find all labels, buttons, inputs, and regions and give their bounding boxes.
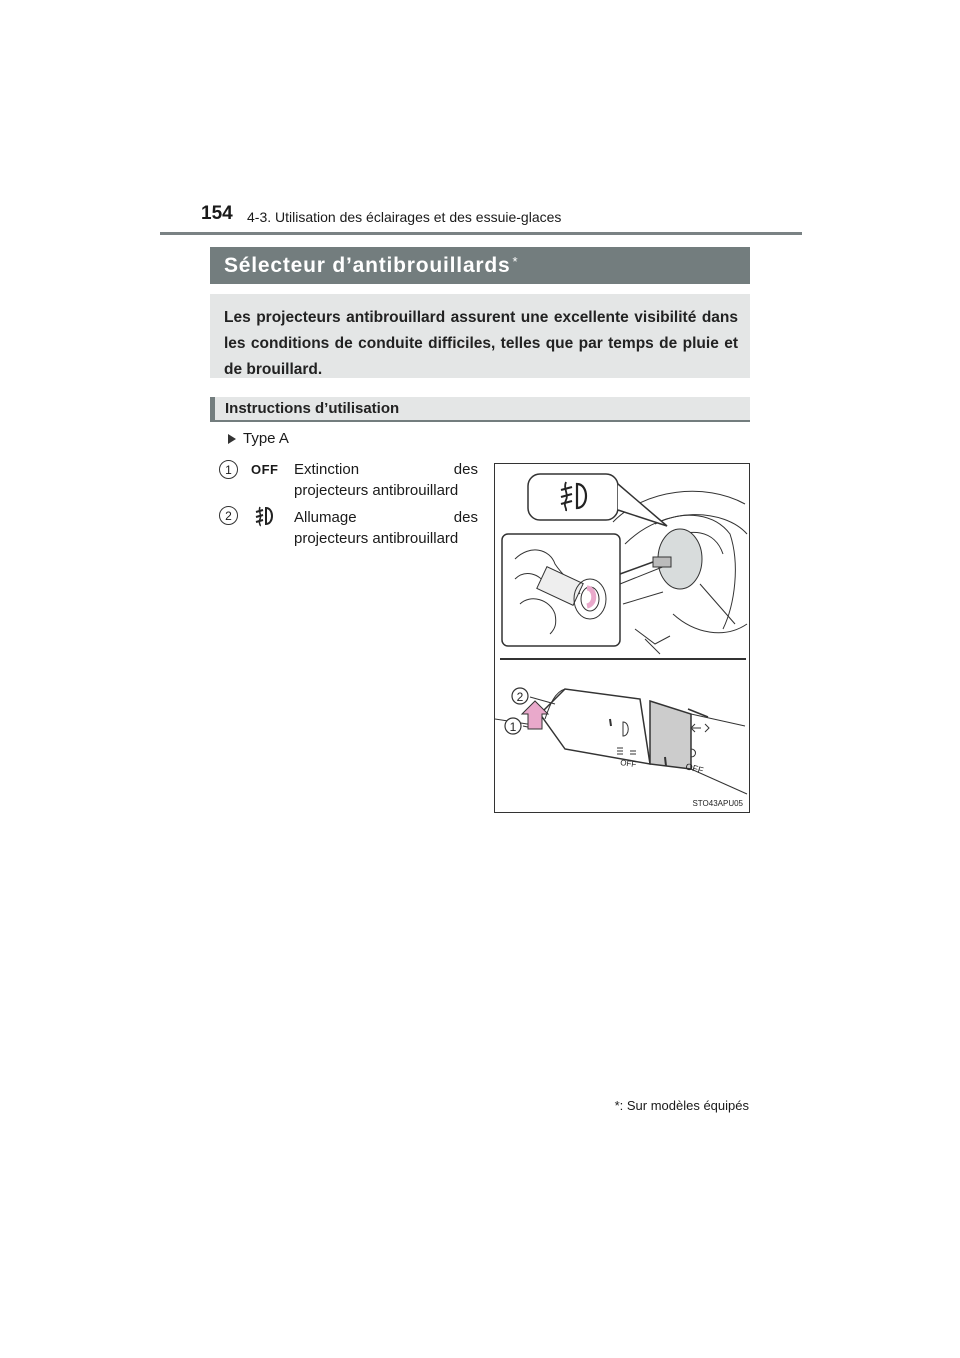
front-fog-light-icon <box>253 505 277 527</box>
chapter-title: 4-3. Utilisation des éclairages et des essuie-glaces <box>247 209 562 225</box>
intro-text: Les projecteurs antibrouillard assurent une excellente visibilité dans les conditions de conduite difficiles, telles que par temps de pluie et de brouillard. <box>210 294 750 378</box>
step-2-description <box>294 507 478 549</box>
sub-heading-text: Instructions d’utilisation <box>225 400 400 417</box>
fog-light-switch-figure <box>494 463 750 813</box>
step-1-number: 1 <box>219 460 238 479</box>
step-1-line-1: Extinction des <box>294 461 478 478</box>
step-1-description <box>294 459 478 501</box>
section-title-bar <box>210 247 750 284</box>
triangle-bullet-icon <box>228 434 236 444</box>
lever-off-label-secondary: OFF <box>619 758 637 770</box>
header-rule <box>160 232 802 235</box>
type-label <box>228 430 289 447</box>
footnote <box>615 1098 749 1113</box>
step-2-line-2: projecteurs antibrouillard <box>294 530 459 547</box>
callout-2-label: 2 <box>516 690 524 704</box>
callout-1-label: 1 <box>509 720 517 734</box>
lever-off-label: OFF <box>684 761 705 776</box>
sub-heading <box>210 397 750 422</box>
footnote-text: : Sur modèles équipés <box>619 1098 749 1113</box>
step-2-number: 2 <box>219 506 238 525</box>
type-label-text: Type A <box>243 430 289 447</box>
equipment-mark: * <box>512 254 519 269</box>
section-title: Sélecteur d’antibrouillards <box>224 253 511 277</box>
figure-illustration <box>495 464 750 813</box>
page-number: 154 <box>201 203 233 224</box>
step-2-line-1: Allumage des <box>294 509 478 526</box>
step-1-line-2: projecteurs antibrouillard <box>294 482 459 499</box>
off-text-icon: OFF <box>251 462 279 477</box>
footnote-mark: * <box>614 1098 620 1113</box>
figure-code: STO43APU05 <box>692 799 743 808</box>
